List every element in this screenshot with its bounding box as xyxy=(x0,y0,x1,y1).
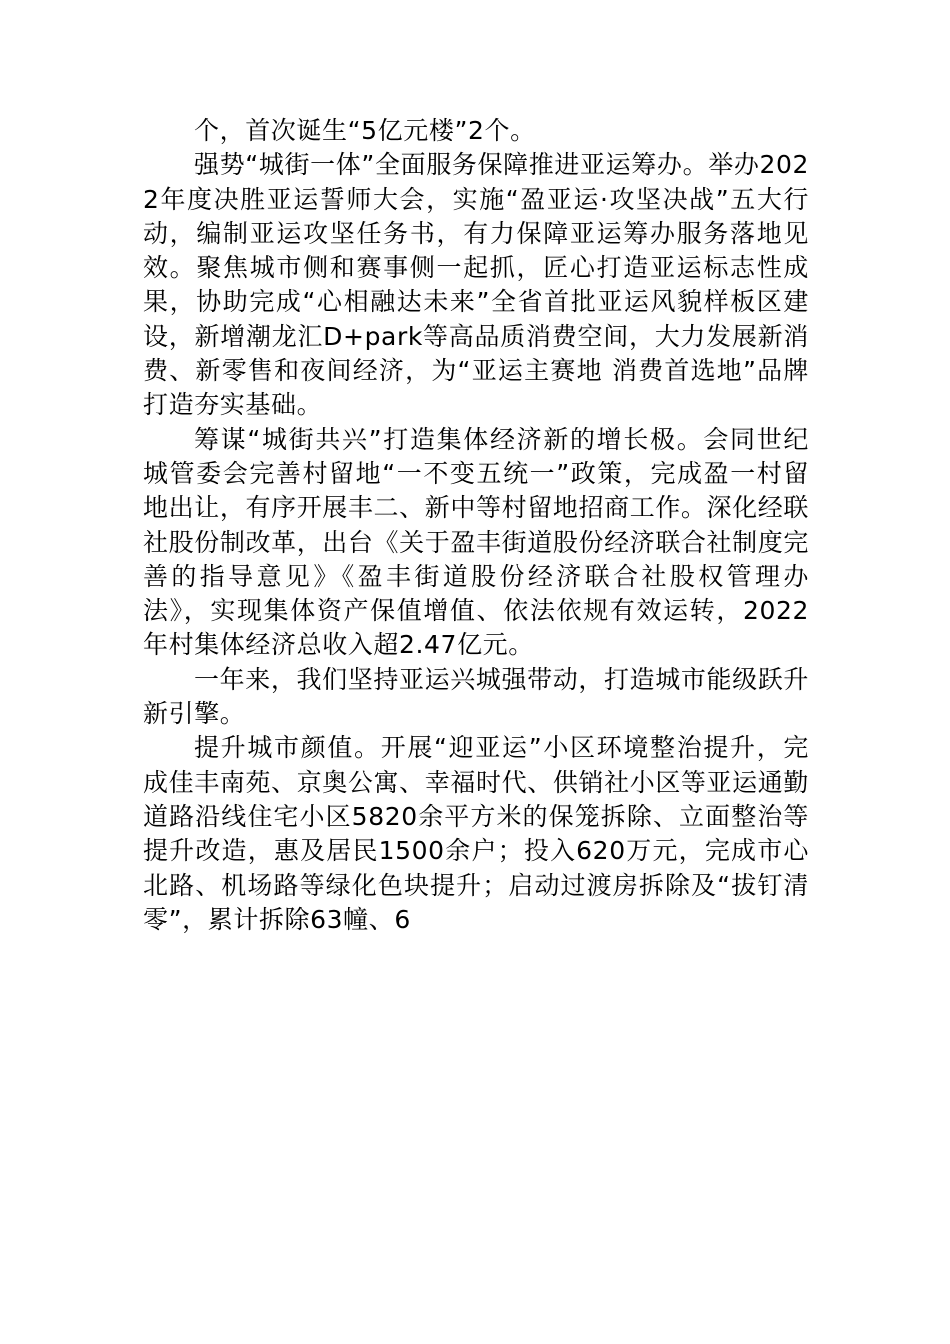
body-text xyxy=(143,114,809,937)
paragraph-2: 强势“城街一体”全面服务保障推进亚运筹办。举办2022年度决胜亚运誓师大会，实施“盈亚运·攻坚决战”五大行动，编制亚运攻坚任务书，有力保障亚运筹办服务落地见效。聚焦城市侧和赛事侧一起抓，匠心打造亚运标志性成果，协助完成“心相融达未来”全省首批亚运风貌样板区建设，新增潮龙汇D+park等高品质消费空间，大力发展新消费、新零售和夜间经济，为“亚运主赛地 消费首选地”品牌打造夯实基础。 xyxy=(143,150,809,420)
paragraph-3: 筹谋“城街共兴”打造集体经济新的增长极。会同世纪城管委会完善村留地“一不变五统一”政策，完成盈一村留地出让，有序开展丰二、新中等村留地招商工作。深化经联社股份制改革，出台《关于盈丰街道股份经济联合社制度完善的指导意见》《盈丰街道股份经济联合社股权管理办法》，实现集体资产保值增值、依法依规有效运转，2022年村集体经济总收入超2.47亿元。 xyxy=(143,424,809,660)
paragraph-5: 提升城市颜值。开展“迎亚运”小区环境整治提升，完成佳丰南苑、京奥公寓、幸福时代、供销社小区等亚运通勤道路沿线住宅小区5820余平方米的保笼拆除、立面整治等提升改造，惠及居民1500余户；投入620万元，完成市心北路、机场路等绿化色块提升；启动过渡房拆除及“拔钉清零”，累计拆除63幢、6 xyxy=(143,733,809,934)
paragraph-1: 个，首次诞生“5亿元楼”2个。 xyxy=(194,116,536,145)
paragraph-4: 一年来，我们坚持亚运兴城强带动，打造城市能级跃升新引擎。 xyxy=(143,664,809,729)
